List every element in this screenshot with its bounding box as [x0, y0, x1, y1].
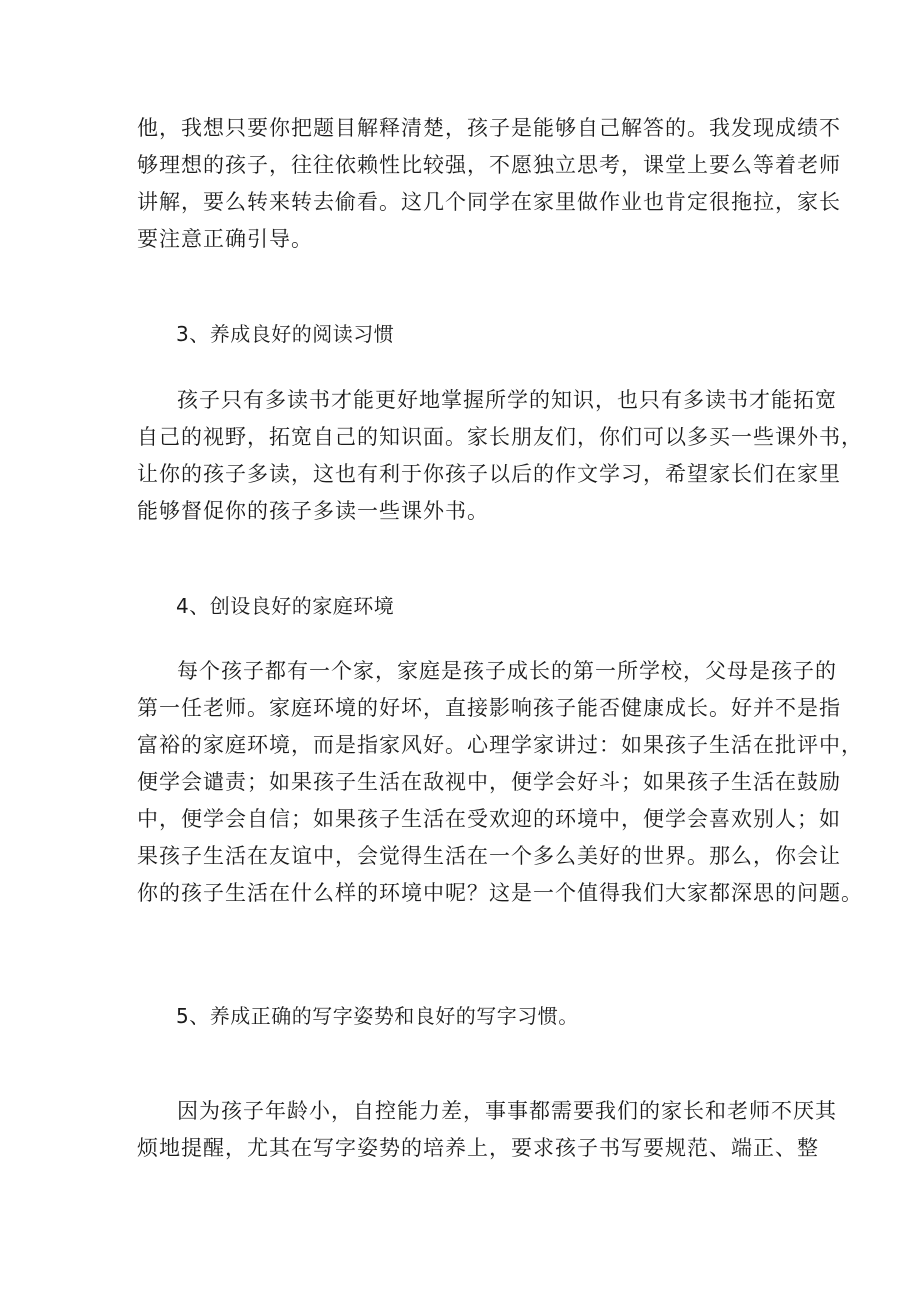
paragraph-line: 能够督促你的孩子多读一些课外书。 [137, 499, 489, 523]
paragraph-line: 中，便学会自信；如果孩子生活在受欢迎的环境中，便学会喜欢别人；如 [137, 807, 841, 831]
section-heading-5 [176, 998, 836, 1035]
paragraph-line: 果孩子生活在友谊中，会觉得生活在一个多么美好的世界。那么，你会让 [137, 844, 841, 868]
paragraph-line: 烦地提醒，尤其在写字姿势的培养上，要求孩子书写要规范、端正、整 [137, 1136, 819, 1160]
section-heading-text: 4、创设良好的家庭环境 [176, 594, 395, 618]
paragraph-continuation [137, 110, 841, 258]
paragraph-line: 够理想的孩子，往往依赖性比较强，不愿独立思考，课堂上要么等着老师 [137, 153, 841, 177]
paragraph-line: 每个孩子都有一个家，家庭是孩子成长的第一所学校，父母是孩子的 [177, 659, 837, 683]
paragraph-line: 因为孩子年龄小，自控能力差，事事都需要我们的家长和老师不厌其 [177, 1099, 837, 1123]
paragraph-line: 你的孩子生活在什么样的环境中呢？这是一个值得我们大家都深思的问题。 [137, 881, 863, 905]
paragraph-line: 第一任老师。家庭环境的好坏，直接影响孩子能否健康成长。好并不是指 [137, 696, 841, 720]
paragraph-line: 讲解，要么转来转去偷看。这几个同学在家里做作业也肯定很拖拉，家长 [137, 190, 841, 214]
paragraph-line: 便学会谴责；如果孩子生活在敌视中，便学会好斗；如果孩子生活在鼓励 [137, 770, 841, 794]
paragraph-line: 自己的视野，拓宽自己的知识面。家长朋友们，你们可以多买一些课外书， [137, 425, 863, 449]
paragraph-line: 孩子只有多读书才能更好地掌握所学的知识，也只有多读书才能拓宽 [177, 388, 837, 412]
section-heading-4 [176, 588, 836, 625]
paragraph-line: 他，我想只要你把题目解释清楚，孩子是能够自己解答的。我发现成绩不 [137, 116, 841, 140]
paragraph-line: 富裕的家庭环境，而是指家风好。心理学家讲过：如果孩子生活在批评中， [137, 733, 863, 757]
paragraph-writing-posture [137, 1093, 837, 1167]
section-heading-text: 3、养成良好的阅读习惯 [176, 322, 395, 346]
paragraph-reading [137, 382, 863, 530]
paragraph-line: 让你的孩子多读，这也有利于你孩子以后的作文学习，希望家长们在家里 [137, 462, 841, 486]
paragraph-line: 要注意正确引导。 [137, 227, 313, 251]
paragraph-family-environment [137, 653, 863, 912]
section-heading-text: 5、养成正确的写字姿势和良好的写字习惯。 [176, 1004, 579, 1028]
section-heading-3 [176, 316, 836, 353]
